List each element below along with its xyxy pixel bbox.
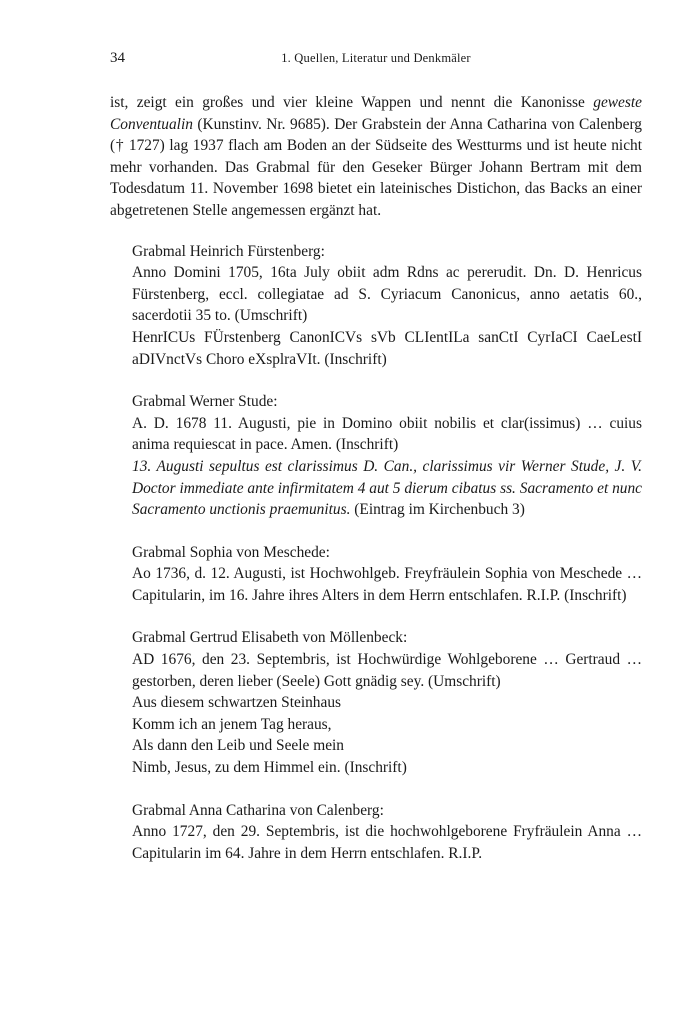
epitaph-inscription: A. D. 1678 11. Augusti, pie in Domino obiit nobilis et clar(issimus) … cuius anima requiescat in pace. Amen. (Inschrift) — [132, 414, 642, 454]
epitaph-entry-stude — [132, 391, 642, 521]
epitaph-inscription: Ao 1736, d. 12. Augusti, ist Hochwohlgeb. Freyfräulein Sophia von Meschede … Capitularin, im 16. Jahre ihres Alters in dem Herrn entschlafen. R.I.P. (Inschrift) — [132, 565, 642, 604]
epitaph-inscription: Anno 1727, den 29. Septembris, ist die hochwohlgeborene Fryfräulein Anna … Capitularin im 64. Jahre in dem Herrn entschlafen. R.I.P. — [132, 823, 642, 862]
epitaph-entry-fuerstenberg — [132, 241, 642, 371]
epitaph-circumscription: AD 1676, den 23. Septembris, ist Hochwürdige Wohlgeborene … Gertraud … gestorben, deren lieber (Seele) Gott gnädig sey. (Umschrift) — [132, 651, 642, 690]
epitaph-title: Grabmal Heinrich Fürstenberg: — [132, 242, 325, 260]
verse-line: Aus diesem schwartzen Steinhaus — [132, 694, 342, 712]
church-register-source: (Eintrag im Kirchenbuch 3) — [350, 501, 525, 519]
page-body — [110, 92, 642, 864]
epitaph-entry-calenberg — [132, 800, 642, 865]
intro-text-1: ist, zeigt ein großes und vier kleine Wappen und nennt die Kanonisse — [110, 94, 594, 111]
intro-text-2: (Kunstinv. Nr. 9685). Der Grabstein der Anna Catharina von Calenberg († 1727) lag 1937 flach am Boden an der Südseite des Westturms und ist heute nicht mehr vorhanden. Das Grabmal für den Geseker Bürger Johann Bertram mit dem Todesdatum 11. November 1698 bietet ein lateinisches Distichon, das Backs an einer abgetretenen Stelle angemessen ergänzt hat. — [110, 115, 642, 219]
intro-italic-term: geweste Conventualin — [110, 94, 642, 133]
epitaph-circumscription: Anno Domini 1705, 16ta July obiit adm Rdns ac pererudit. Dn. D. Henricus Fürstenberg, eccl. collegiatae ad S. Cyriacum Canonicus, anno aetatis 60., sacerdotii 35 to. (Umschrift) — [132, 264, 642, 325]
epitaph-inscription: HenrICUs FÜrstenberg CanonICVs sVb CLIentILa sanCtI CyrIaCI CaeLestI aDIVnctVs Choro eXsplraVIt. (Inschrift) — [132, 328, 642, 368]
verse-line: Als dann den Leib und Seele mein — [132, 737, 344, 755]
epitaph-title: Grabmal Werner Stude: — [132, 393, 278, 411]
page-header — [110, 50, 642, 72]
page-number: 34 — [110, 50, 125, 66]
verse-line: Komm ich an jenem Tag heraus, — [132, 715, 332, 733]
epitaph-entry-moellenbeck — [132, 627, 642, 778]
epitaph-entry-meschede — [132, 542, 642, 607]
running-head: 1. Quellen, Literatur und Denkmäler — [281, 51, 471, 65]
church-register-latin: 13. Augusti sepultus est clarissimus D. Can., clarissimus vir Werner Stude, J. V. Doctor immediate ante infirmitatem 4 aut 5 dierum cibatus ss. Sacramento et nunc Sacramento unctionis praemunitus. — [132, 457, 642, 519]
church-register-entry — [132, 456, 642, 521]
epitaph-title: Grabmal Anna Catharina von Calenberg: — [132, 801, 384, 819]
epitaph-title: Grabmal Gertrud Elisabeth von Möllenbeck: — [132, 629, 408, 647]
verse-line: Nimb, Jesus, zu dem Himmel ein. (Inschrift) — [132, 759, 407, 777]
intro-paragraph — [110, 92, 642, 222]
epitaph-title: Grabmal Sophia von Meschede: — [132, 543, 330, 561]
